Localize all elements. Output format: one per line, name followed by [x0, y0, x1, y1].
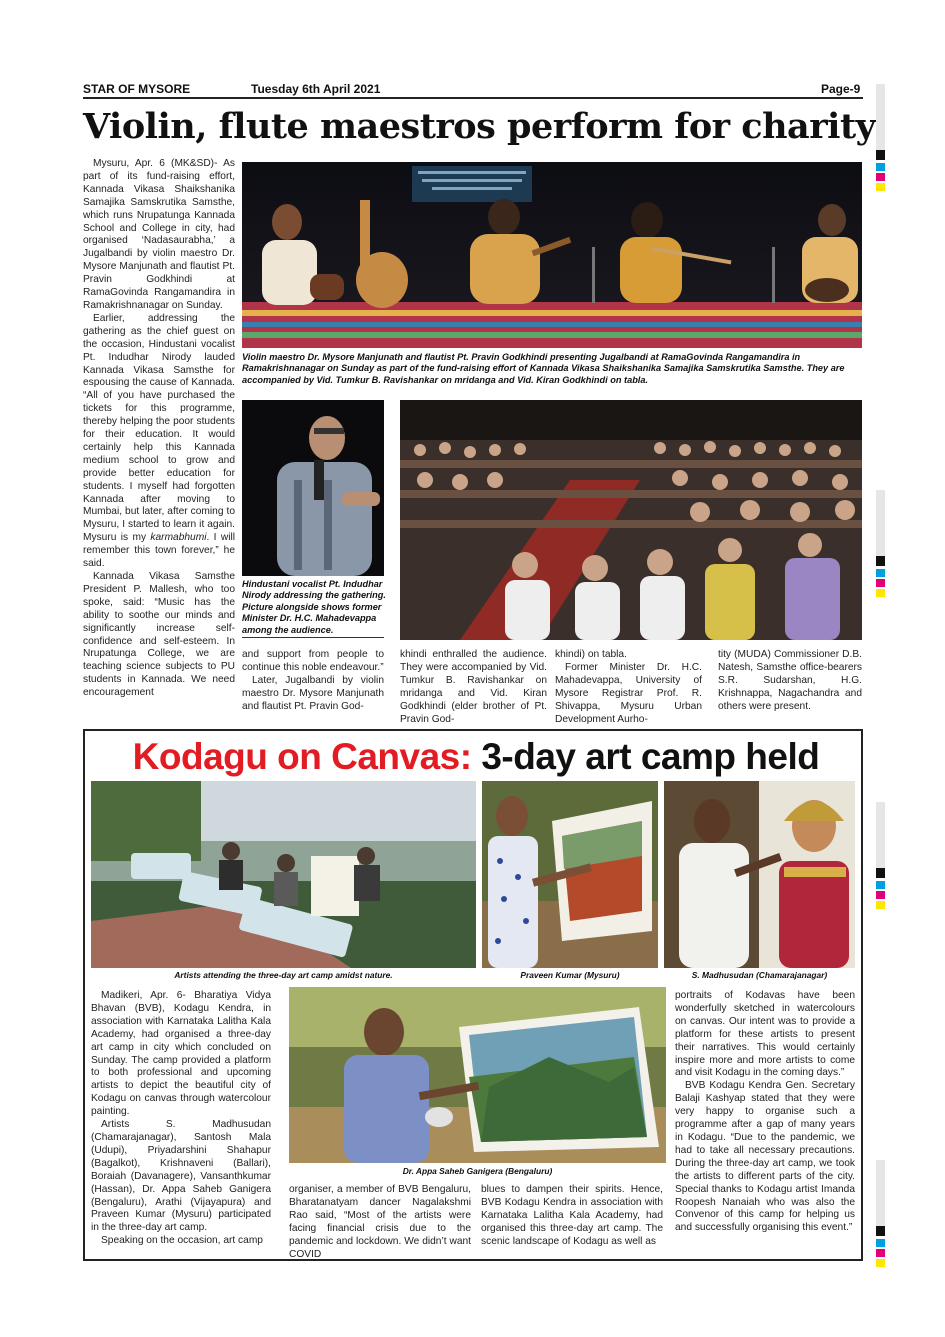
- story1-headline: Violin, flute maestros perform for charity: [83, 106, 876, 147]
- registration-grey-bar: [876, 84, 885, 150]
- registration-cyan-mark: [876, 163, 885, 171]
- registration-yellow-mark: [876, 589, 885, 597]
- portrait-painter-photo: [664, 781, 855, 968]
- story1-column-5: [718, 649, 862, 714]
- story2-para: blues to dampen their spirits. Hence, BVB Kodagu Kendra in association with Karnataka Lalitha Kala Academy, had organised this three-day art camp. The scenic landscape of Kodagu as well as: [481, 1184, 663, 1247]
- story1-para: khindi) on tabla.: [555, 649, 627, 660]
- header-rule: [83, 97, 863, 99]
- registration-black-mark: [876, 1226, 885, 1236]
- registration-black-mark: [876, 868, 885, 878]
- paper-name: STAR OF MYSORE: [83, 82, 191, 96]
- story1-para: Kannada Vikasa Samsthe President P. Mallesh, who too spoke, said: “Music has the ability to soothe our minds and significantly increase self-confidence and self-esteem. In Nrupatunga College, we are teaching science subjects to PU students in Kannada. We need encouragement: [83, 571, 235, 699]
- audience-photo: [400, 400, 862, 640]
- issue-date: Tuesday 6th April 2021: [251, 82, 381, 96]
- story1-para: and support from people to continue this noble endeavour.”: [242, 649, 384, 673]
- story1-para: Mysuru, Apr. 6 (MK&SD)- As part of its fund-raising effort, Kannada Vikasa Shaikshanika Samajika Samskrutika Samsthe, which runs Nrupatunga Kannada School and College in city, had organised ‘Nadasaurabha,’ a Jugalbandi by violin maestro Dr. Mysore Manjunath and flautist Pt. Pravin Godkhindi at RamaGovinda Rangamandira in Ramakrishnanagar on Sunday.: [83, 158, 235, 311]
- story2-para: portraits of Kodavas have been wonderfully sketched in watercolours on canvas. Our intent was to provide a platform for these artists to present their narratives. This would certainly inspire more and more artists to come and visit Kodagu in the coming days.”: [675, 990, 855, 1079]
- story1-para: Former Minister Dr. H.C. Mahadevappa, University of Mysore Registrar Prof. R. Shivappa, Mysuru Urban Development Aurho-: [555, 661, 702, 725]
- painter-photo: [482, 781, 658, 968]
- appa-caption: Dr. Appa Saheb Ganigera (Bengaluru): [402, 1166, 553, 1176]
- page-number: Page-9: [821, 82, 861, 96]
- story2-column-3: [481, 1184, 663, 1249]
- registration-yellow-mark: [876, 1259, 885, 1267]
- registration-cyan-mark: [876, 569, 885, 577]
- story2-column-1: [91, 990, 271, 1248]
- registration-grey-bar: [876, 1160, 885, 1226]
- story2-para: Artists S. Madhusudan (Chamarajanagar), Santosh Mala (Udupi), Priyadarshini Shahapur (Bagalkot), Krishnaveni (Ballari), Boraiah (Davanagere), Vansanthkumar (Hassan), Dr. Appa Saheb Ganigera (Bengaluru), Arathi (Vijayapura) and Praveen Kumar (Mysuru) participated in the three-day art camp.: [91, 1119, 271, 1234]
- registration-cyan-mark: [876, 881, 885, 889]
- nature-caption: Artists attending the three-day art camp amidst nature.: [174, 970, 393, 980]
- story2-para: Madikeri, Apr. 6- Bharatiya Vidya Bhavan (BVB), Kodagu Kendra, in association with Karnataka Lalitha Kala Academy, had organised a three-day art camp in city which concluded on Sunday. The camp provided a platform to both professional and upcoming artists to depict the beautiful city of Kodagu on canvas through watercolour painting.: [91, 990, 271, 1118]
- registration-magenta-mark: [876, 173, 885, 181]
- story1-para: Later, Jugalbandi by violin maestro Dr. Mysore Manjunath and flautist Pt. Pravin God-: [242, 674, 384, 712]
- vocalist-photo: [242, 400, 384, 576]
- story2-para: organiser, a member of BVB Bengaluru, Bharatanatyam dancer Nagalakshmi Rao said, “Most of the artists were facing financial crisis due to the pandemic and lockdown. We didn’t want COVID: [289, 1184, 471, 1260]
- registration-magenta-mark: [876, 891, 885, 899]
- registration-yellow-mark: [876, 183, 885, 191]
- vocalist-caption: Hindustani vocalist Pt. Indudhar Nirody addressing the gathering. Picture alongside shows former Minister Dr. H.C. Mahadevappa among the audience.: [242, 579, 386, 635]
- registration-black-mark: [876, 556, 885, 566]
- story1-para: khindi enthralled the audience. They were accompanied by Vid. Tumkur B. Ravishankar on mridanga and Vid. Kiran Godkhindi (elder brother of Pt. Pravin God-: [400, 649, 547, 725]
- art-camp-nature-photo: [91, 781, 476, 968]
- concert-stage-photo: [242, 162, 862, 348]
- concert-caption: Violin maestro Dr. Mysore Manjunath and flautist Pt. Pravin Godkhindi presenting Jugalbandi at RamaGovinda Rangamandira in Ramakrishnanagar on Sunday as part of the fund-raising effort of Kannada Vikasa Shaikshanika Samajika Samskrutika Samsthe. They are accompanied by Vid. Tumkur B. Ravishankar on mridanga and Vid. Kiran Godkhindi on tabla.: [242, 352, 845, 385]
- story1-para: Earlier, addressing the gathering as the chief guest on the occasion, Hindustani vocalist Pt. Indudhar Nirody lauded Kannada Vikasa Samsthe for espousing the cause of Kannada. “All of you have purchased the tickets for this programme, thereby helping the poor students for their education. It would certainly help this Kannada medium school to grow and provide better education for students. I myself had forgotten Kannada after moving to Mumbai, but later, after coming to Mysuru, I started to learn it again. Mysuru is my karmabhumi. I will remember this town forever,” he said.: [83, 312, 236, 570]
- registration-magenta-mark: [876, 1249, 885, 1257]
- story1-column-1: [83, 158, 235, 700]
- story1-column-4: [555, 649, 702, 726]
- story1-column-2: [242, 649, 384, 714]
- story2-para: BVB Kodagu Kendra Gen. Secretary Balaji Kashyap stated that they were very happy to organise such a programme after a gap of many years in Kodagu. “Due to the pandemic, we had to take all necessary precautions. During the three-day art camp, we took the artists to different parts of the city. Special thanks to Kodagu artist Imanda Roopesh Nanaiah who was also the Convenor of this camp for helping us and successfully organising this event.”: [675, 1080, 855, 1234]
- madhusudan-caption: S. Madhusudan (Chamarajanagar): [691, 970, 828, 980]
- story1-para: tity (MUDA) Commissioner D.B. Natesh, Samsthe office-bearers S.R. Sudarshan, H.G. Krishnappa, Nagachandra and others were present.: [718, 649, 862, 712]
- kodagu-headline: Kodagu on Canvas: 3-day art camp held: [132, 736, 820, 777]
- registration-grey-bar: [876, 490, 885, 556]
- registration-grey-bar: [876, 802, 885, 868]
- story2-column-2: [289, 1184, 471, 1261]
- registration-yellow-mark: [876, 901, 885, 909]
- landscape-painter-photo: [289, 987, 666, 1163]
- story2-para: Speaking on the occasion, art camp: [101, 1235, 263, 1247]
- registration-magenta-mark: [876, 579, 885, 587]
- praveen-caption: Praveen Kumar (Mysuru): [520, 970, 620, 980]
- caption-rule: [242, 637, 384, 638]
- registration-black-mark: [876, 150, 885, 160]
- story2-column-4: [675, 990, 855, 1235]
- registration-cyan-mark: [876, 1239, 885, 1247]
- story1-column-3: [400, 649, 547, 726]
